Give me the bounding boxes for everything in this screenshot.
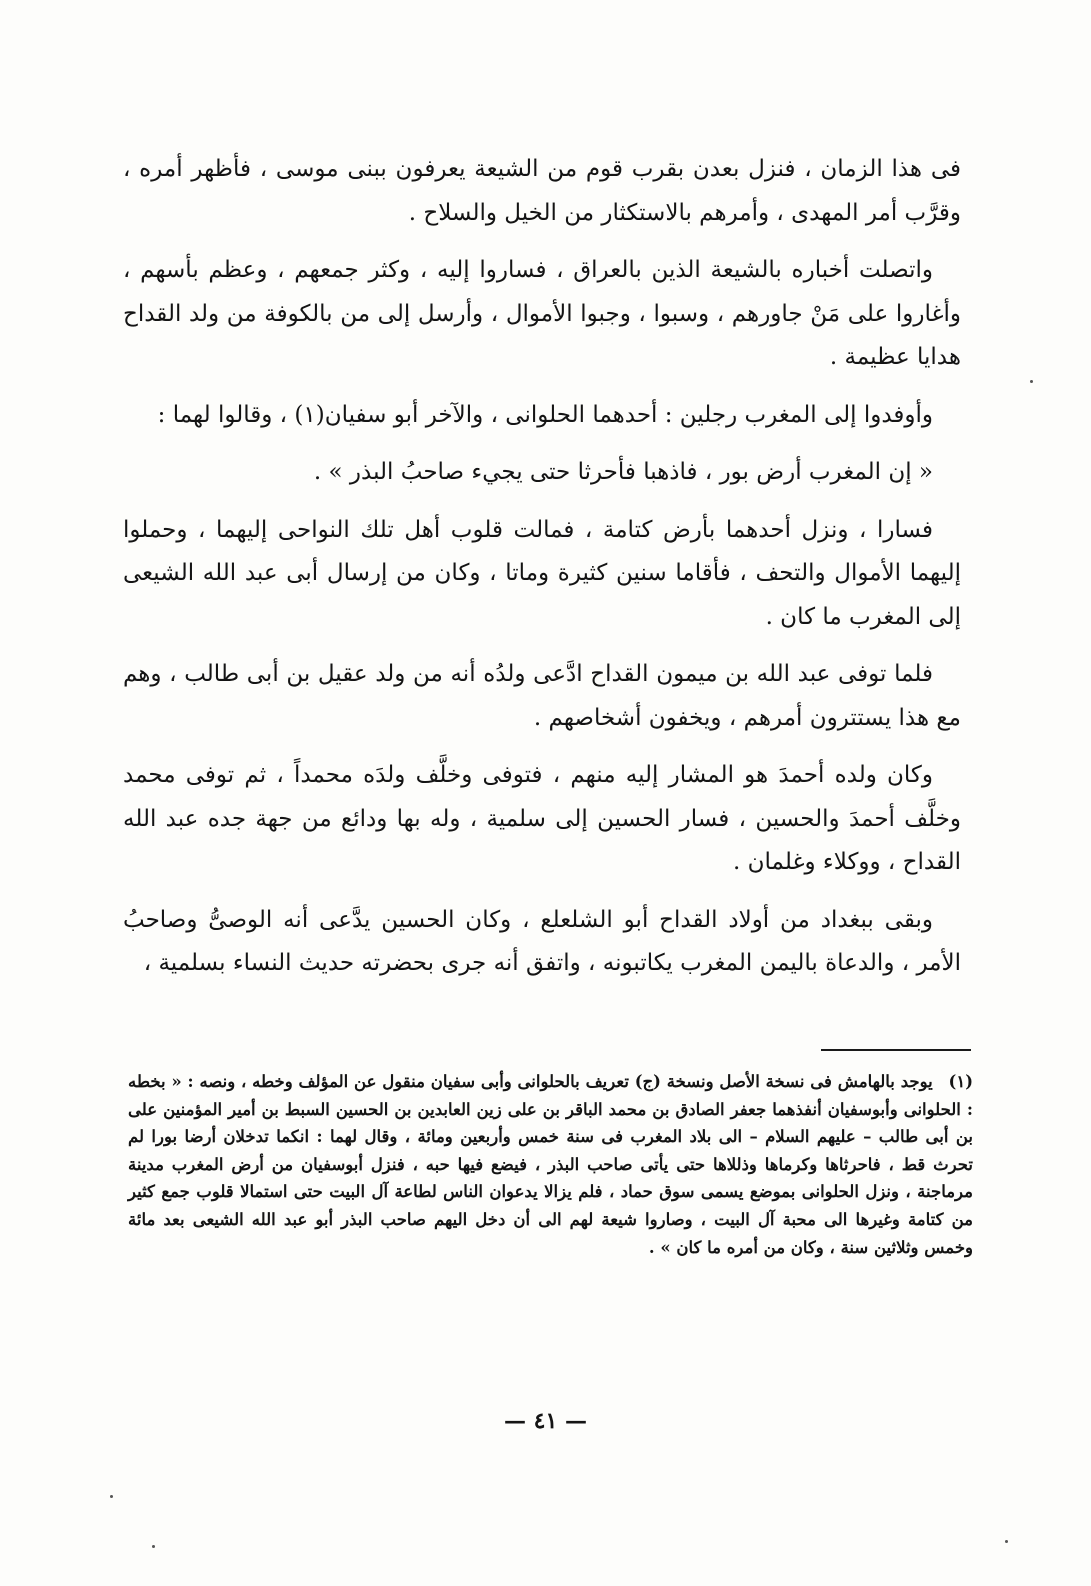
scan-speck <box>152 1545 155 1548</box>
page-number: — ٤١ — <box>504 1408 587 1434</box>
main-text <box>123 148 961 1000</box>
paragraph-1: فى هذا الزمان ، فنزل بعدن بقرب قوم من الشيعة يعرفون ببنى موسى ، فأظهر أمره ، وقرَّب أمر المهدى ، وأمرهم بالاستكثار من الخيل والسلاح . <box>123 156 961 226</box>
footnote-text: يوجد بالهامش فى نسخة الأصل ونسخة (ج) تعريف بالحلوانى وأبى سفيان منقول عن المؤلف وخطه ، ونصه : « بخطه : الحلوانى وأبوسفيان أنفذهما جعفر الصادق بن محمد الباقر بن على زين العابدين بن الحسين السبط بن أمير المؤمنين على بن أبى طالب – عليهم السلام – الى بلاد المغرب فى سنة خمس وأربعين ومائة ، وقال لهما : انكما تدخلان أرضا بورا لم تحرث قط ، فاحرثاها وكرماها وذللاها حتى يأتى صاحب البذر ، فيضع فيها حبه ، فنزل أبوسفيان من أرض المغرب مدينة مرماجنة ، ونزل الحلوانى بموضع يسمى سوق حماد ، فلم يزالا يدعوان الناس لطاعة آل البيت حتى استمالا قلوب جمع كثير من كتامة وغيرها الى محبة آل البيت ، وصاروا شيعة لهم الى أن دخل اليهم صاحب البذر أبو عبد الله الشيعى بعد مائة وخمس وثلاثين سنة ، وكان من أمره ما كان » . <box>128 1072 973 1257</box>
footnote-number: (١) <box>948 1072 973 1091</box>
paragraph-4: فسارا ، ونزل أحدهما بأرض كتامة ، فمالت قلوب أهل تلك النواحى إليهما ، وحملوا إليهما الأموال والتحف ، فأقاما سنين كثيرة وماتا ، وكان من إرسال أبى عبد الله الشيعى إلى المغرب ما كان . <box>123 516 961 630</box>
footnote <box>128 1068 973 1261</box>
paragraph-3: وأوفدوا إلى المغرب رجلين : أحدهما الحلوانى ، والآخر أبو سفيان(١) ، وقالوا لهما : <box>157 401 933 428</box>
scan-speck <box>1030 380 1033 383</box>
paragraph-7: وبقى ببغداد من أولاد القداح أبو الشلعلع ، وكان الحسين يدَّعى أنه الوصىُّ وصاحبُ الأمر ، والدعاة باليمن المغرب يكاتبونه ، واتفق أنه جرى بحضرته حديث النساء بسلمية ، <box>123 906 961 976</box>
quotation: « إن المغرب أرض بور ، فاذهبا فأحرثا حتى يجيء صاحبُ البذر » . <box>313 459 933 485</box>
paragraph-6: وكان ولده أحمدَ هو المشار إليه منهم ، فتوفى وخلَّف ولدَه محمداً ، ثم توفى محمد وخلَّف أحمدَ والحسين ، فسار الحسين إلى سلمية ، وله بها ودائع من جهة جده عبد الله القداح ، ووكلاء وغلمان . <box>123 762 961 875</box>
paragraph-2: واتصلت أخباره بالشيعة الذين بالعراق ، فساروا إليه ، وكثر جمعهم ، وعظم بأسهم ، وأغاروا على مَنْ جاورهم ، وسبوا ، وجبوا الأموال ، وأرسل إلى من بالكوفة من ولد القداح هدايا عظيمة . <box>123 257 961 370</box>
footnote-separator <box>821 1049 971 1051</box>
scan-speck <box>1005 1540 1008 1543</box>
scan-speck <box>110 1495 113 1498</box>
paragraph-5: فلما توفى عبد الله بن ميمون القداح ادَّعى ولدُه أنه من ولد عقيل بن أبى طالب ، وهم مع هذا يستترون أمرهم ، ويخفون أشخاصهم . <box>123 661 961 731</box>
